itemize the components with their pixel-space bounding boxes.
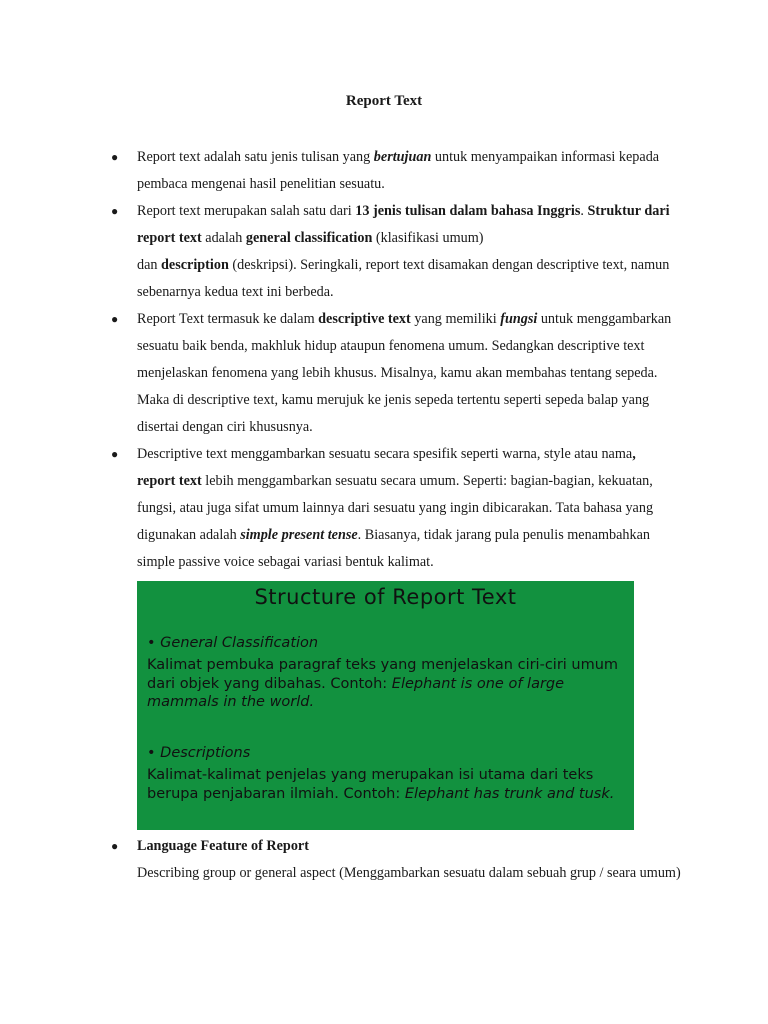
example-text: Elephant is one of large mammals in the world. xyxy=(147,675,565,710)
text-span: untuk menyampaikan informasi kepada pembaca mengenai hasil penelitian sesuatu. xyxy=(137,149,660,192)
list-item xyxy=(104,198,684,306)
text-span: . xyxy=(580,203,588,219)
text-span: Report Text termasuk ke dalam xyxy=(137,311,319,327)
bold-text: Struktur dari report text xyxy=(137,203,670,246)
bold-text: report text xyxy=(137,473,202,489)
bullet-list xyxy=(104,144,684,576)
page-title: Report Text xyxy=(345,93,423,109)
text-span: . Biasanya, tidak jarang pula penulis menambahkan simple passive voice sebagai variasi bentuk kalimat. xyxy=(137,527,650,570)
text-span: (klasifikasi umum) xyxy=(372,230,484,246)
bold-text: description xyxy=(161,257,229,273)
text-span: Kalimat pembuka paragraf teks yang menjelaskan ciri-ciri umum dari objek yang dibahas. Contoh: xyxy=(147,657,619,692)
image-paragraph-general xyxy=(147,656,627,712)
emphasis-text: bertujuan xyxy=(373,149,432,165)
image-heading-general: • General Classification xyxy=(147,635,319,651)
list-item xyxy=(104,144,684,198)
list-item xyxy=(104,833,684,860)
list-item xyxy=(104,441,684,576)
section-text: Describing group or general aspect (Menggambarkan sesuatu dalam sebuah grup / seara umum) xyxy=(137,865,681,881)
bold-text: , xyxy=(632,446,636,462)
bold-text: descriptive text xyxy=(318,311,411,327)
structure-image xyxy=(137,581,634,830)
emphasis-text: simple present tense xyxy=(240,527,358,543)
bold-text: 13 jenis tulisan dalam bahasa Inggris xyxy=(355,203,581,219)
bullet-icon: ● xyxy=(111,447,119,461)
text-span: (deskripsi). Seringkali, report text disamakan dengan descriptive text, namun sebenarnya kedua text ini berbeda. xyxy=(137,257,670,300)
text-span: dan xyxy=(137,257,162,273)
image-wrapper xyxy=(104,579,634,832)
text-span: untuk menggambarkan sesuatu baik benda, makhluk hidup ataupun fenomena umum. Sedangkan descriptive text menjelaskan fenomena yang lebih khusus. Misalnya, kamu akan membahas tentang sepeda. Maka di descriptive text, kamu merujuk ke jenis sepeda tertentu seperti sepeda balap yang disertai dengan ciri khususnya. xyxy=(137,311,672,435)
text-span: yang memiliki xyxy=(410,311,501,327)
example-text: Elephant has trunk and tusk. xyxy=(404,785,615,802)
text-span: Descriptive text menggambarkan sesuatu secara spesifik seperti warna, style atau nama xyxy=(137,446,633,462)
language-feature-section xyxy=(104,833,684,887)
image-title: Structure of Report Text xyxy=(254,585,517,609)
emphasis-text: fungsi xyxy=(500,311,538,327)
text-span: adalah xyxy=(201,230,246,246)
bold-text: general classification xyxy=(245,230,373,246)
bullet-icon: ● xyxy=(111,150,119,164)
bullet-icon: ● xyxy=(111,839,119,853)
text-span: lebih menggambarkan sesuatu secara umum. Seperti: bagian-bagian, kekuatan, fungsi, atau juga sifat umum lainnya dari sesuatu yang ingin dibicarakan. Tata bahasa yang digunakan adalah xyxy=(137,473,654,543)
bullet-icon: ● xyxy=(111,312,119,326)
list-item xyxy=(104,306,684,441)
bullet-icon: ● xyxy=(111,204,119,218)
section-heading: Language Feature of Report xyxy=(137,838,309,854)
text-span: Report text merupakan salah satu dari xyxy=(137,203,356,219)
text-span: Kalimat-kalimat penjelas yang merupakan isi utama dari teks berupa penjabaran ilmiah. Contoh: xyxy=(147,767,594,802)
image-heading-descriptions: • Descriptions xyxy=(147,745,251,761)
text-span: Report text adalah satu jenis tulisan yang xyxy=(137,149,374,165)
image-paragraph-descriptions xyxy=(147,766,627,803)
